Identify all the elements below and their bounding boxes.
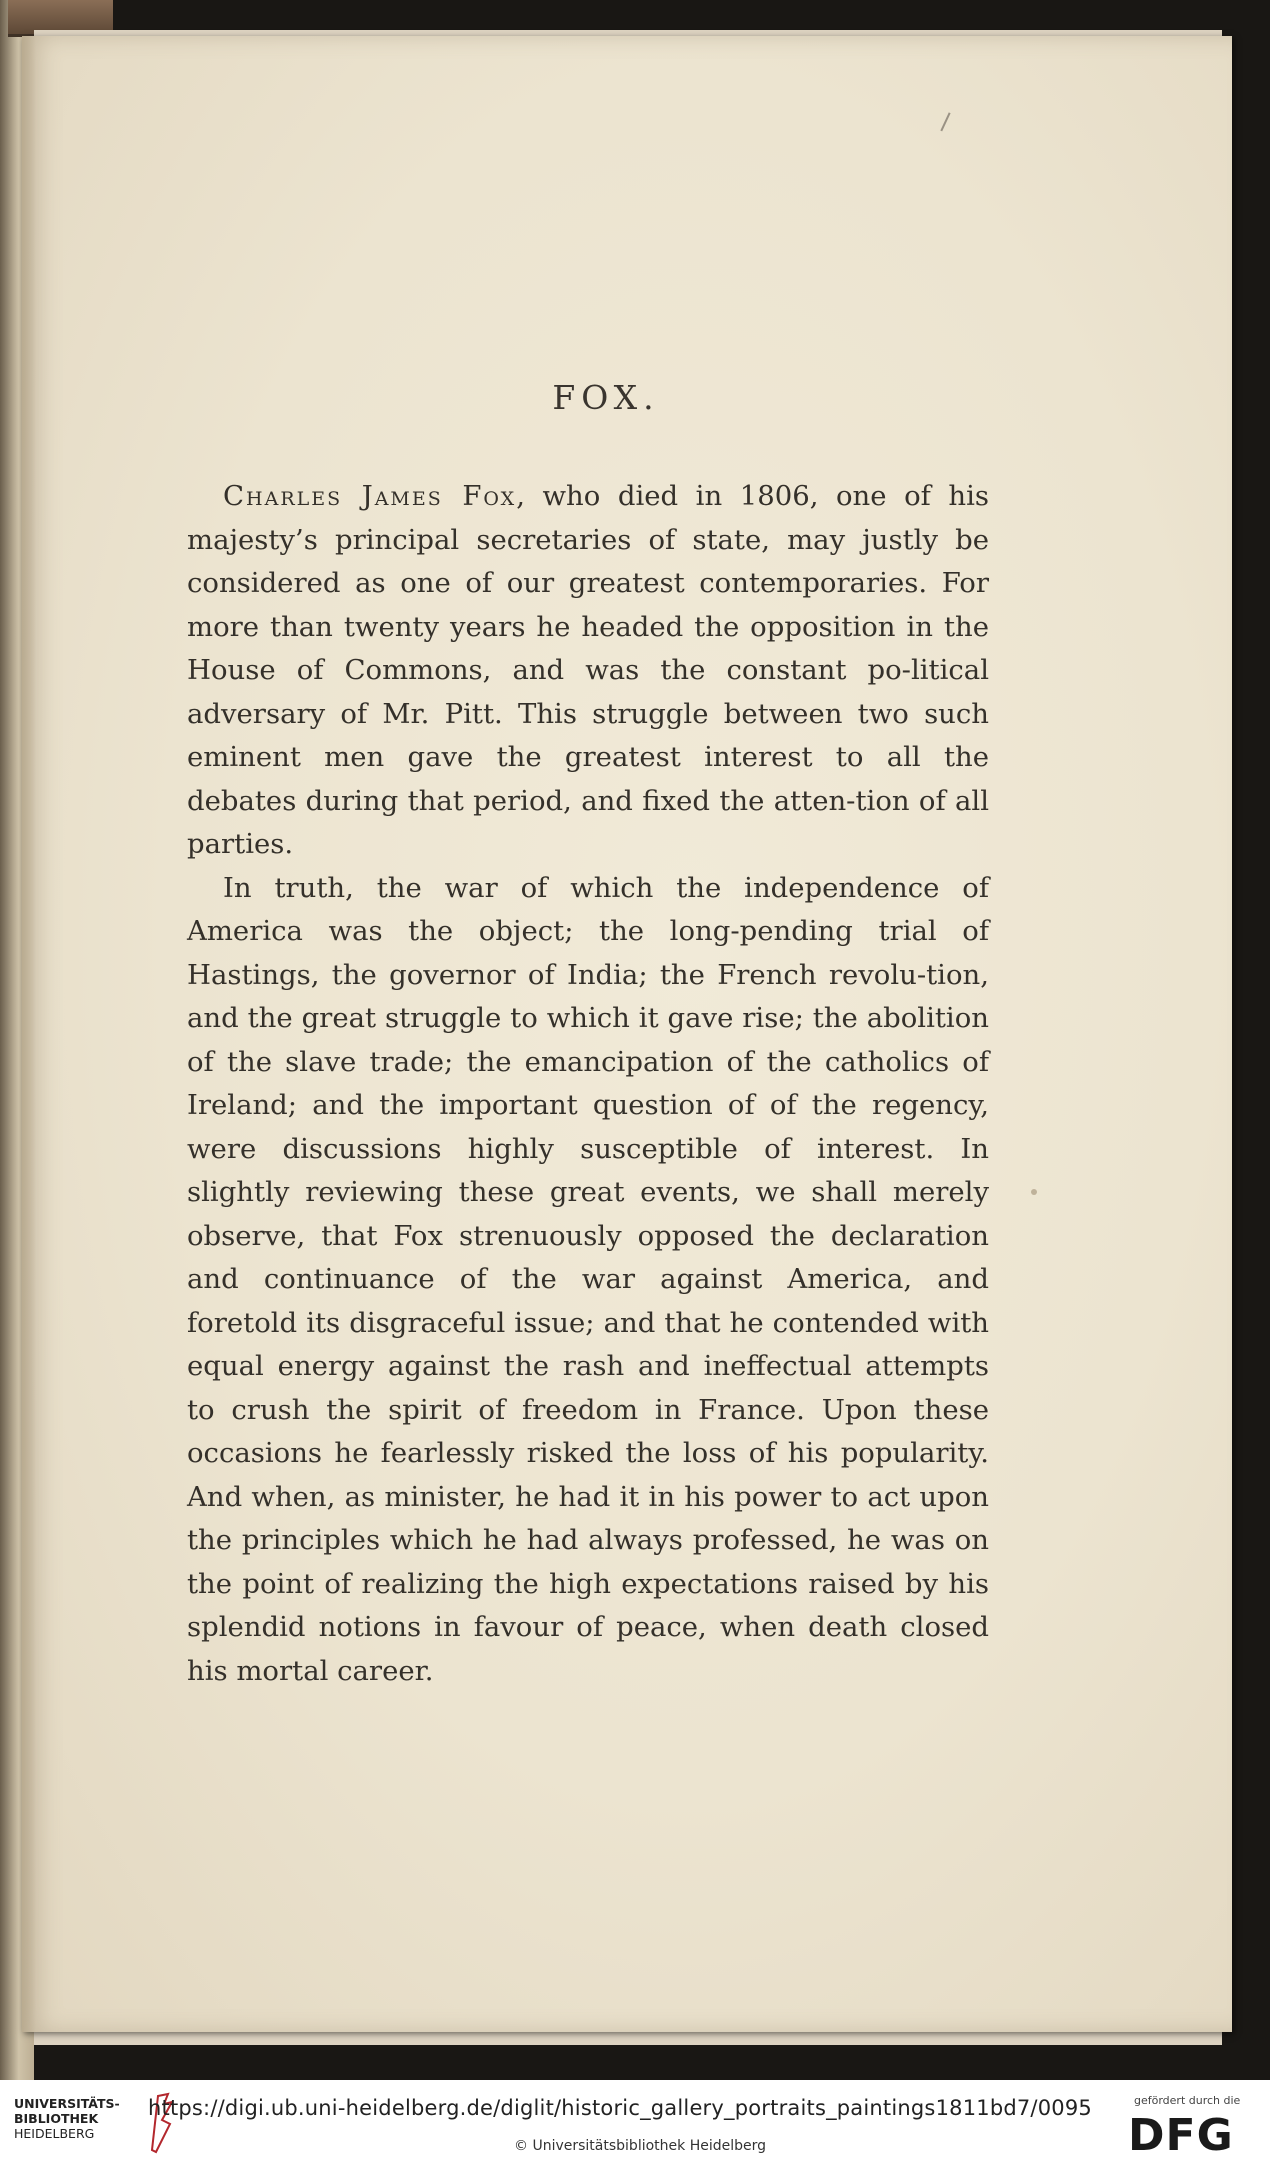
page-gutter: [22, 36, 36, 2032]
paragraph-2: In truth, the war of which the independence of America was the object; the long-pending trial of Hastings, the governor of India; the French revolu-tion, and the great struggle to which it gave rise; the abolition of the slave trade; the emancipation of the catholics of Ireland; and the important question of of the regency, were discussions highly susceptible of interest. In slightly reviewing these great events, we shall merely observe, that Fox strenuously opposed the declaration and continuance of the war against America, and foretold its disgraceful issue; and that he contended with equal energy against the rash and ineffectual attempts to crush the spirit of freedom in France. Upon these occasions he fearlessly risked the loss of his popularity. And when, as minister, he had it in his power to act upon the principles which he had always professed, he was on the point of realizing the high expectations raised by his splendid notions in favour of peace, when death closed his mortal career.: [187, 871, 989, 1687]
page-spot: [1031, 1189, 1037, 1195]
library-name-line2: BIBLIOTHEK: [14, 2111, 99, 2126]
paragraph-1: [187, 475, 989, 867]
library-name-line3: HEIDELBERG: [14, 2126, 95, 2141]
page-title: FOX.: [552, 378, 660, 417]
copyright-text: © Universitätsbibliothek Heidelberg: [514, 2138, 767, 2154]
library-name-line1: UNIVERSITÄTS-: [14, 2096, 120, 2111]
paragraph-1-text: , who died in 1806, one of his majesty’s principal secretaries of state, may justly be considered as one of our greatest contemporaries. For more than twenty years he headed the opposition in the House of Commons, and was the constant po-litical adversary of Mr. Pitt. This struggle between two such eminent men gave the greatest interest to all the debates during that period, and fixed the atten-tion of all parties.: [187, 480, 989, 860]
name-smallcaps: Charles James Fox: [223, 480, 517, 512]
dfg-logo[interactable]: DFG: [1128, 2110, 1234, 2161]
text-block: [187, 378, 989, 1693]
library-logo[interactable]: [14, 2096, 120, 2141]
funding-note: gefördert durch die: [1134, 2094, 1241, 2107]
permalink-url[interactable]: https://digi.ub.uni-heidelberg.de/diglit/historic_gallery_portraits_paintings1811bd7/0095: [148, 2096, 1092, 2120]
viewer-footer: [0, 2080, 1270, 2170]
